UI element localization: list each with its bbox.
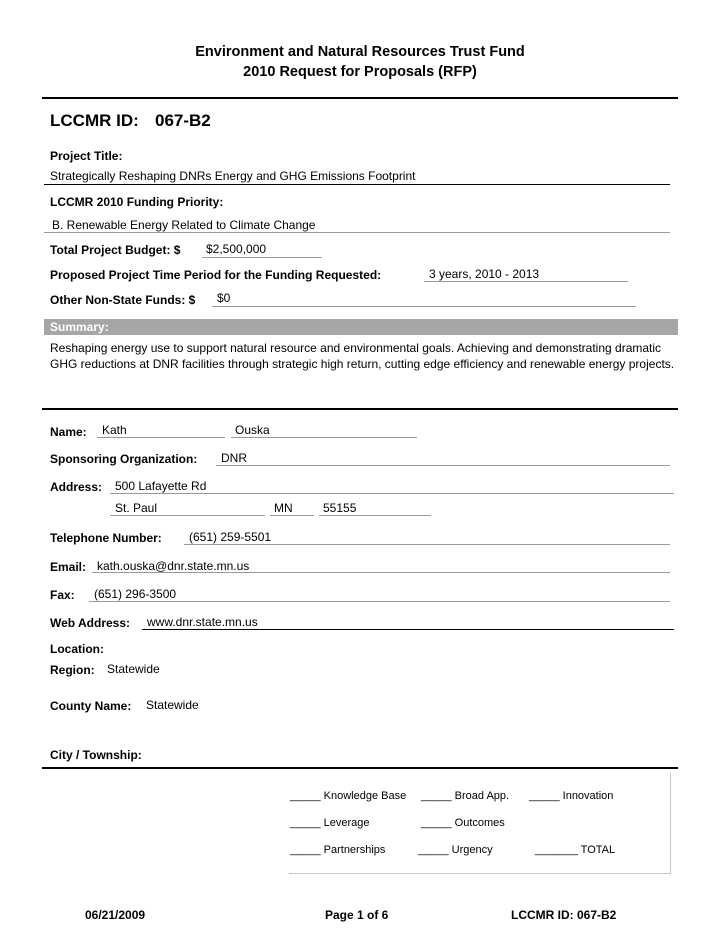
score-innovation: _____ Innovation [529, 790, 614, 802]
time-period-label: Proposed Project Time Period for the Funding Requested: [50, 268, 382, 282]
score-knowledge-base: _____ Knowledge Base [290, 790, 407, 802]
footer-page-number: Page 1 of 6 [325, 908, 389, 922]
last-name-value: Ouska [235, 423, 270, 437]
summary-divider [42, 408, 678, 410]
funding-priority-value: B. Renewable Energy Related to Climate Change [52, 218, 316, 232]
city-underline [110, 515, 265, 516]
first-name-value: Kath [102, 423, 127, 437]
web-address-underline [142, 629, 674, 630]
address-label: Address: [50, 480, 103, 494]
score-total: _______ TOTAL [535, 844, 616, 856]
region-value: Statewide [107, 662, 160, 676]
score-leverage: _____ Leverage [290, 817, 370, 829]
web-address-value: www.dnr.state.mn.us [147, 615, 258, 629]
lccmr-id-label: LCCMR ID: [50, 111, 139, 130]
telephone-underline [184, 544, 670, 545]
score-partnerships: _____ Partnerships [290, 844, 386, 856]
fax-underline [89, 601, 670, 602]
state-underline [270, 515, 314, 516]
telephone-value: (651) 259-5501 [189, 530, 272, 544]
location-label: Location: [50, 642, 104, 656]
non-state-funds-label: Other Non-State Funds: $ [50, 293, 196, 307]
summary-text: Reshaping energy use to support natural resource and environmental goals. Achieving and demonstrating dramatic GHG reductions at DNR facilities through strategic high return, cutting edge efficiency and renewable energy projects. [50, 341, 675, 371]
email-label: Email: [50, 560, 87, 574]
time-period-value: 3 years, 2010 - 2013 [429, 267, 540, 281]
email-underline [92, 572, 670, 573]
footer-lccmr-id: LCCMR ID: 067-B2 [511, 908, 617, 922]
fax-label: Fax: [50, 588, 75, 602]
funding-priority-underline [44, 232, 670, 233]
form-header-line2: 2010 Request for Proposals (RFP) [243, 64, 477, 80]
form-header-line1: Environment and Natural Resources Trust Fund [195, 44, 525, 60]
non-state-funds-underline [212, 306, 636, 307]
last-name-underline [231, 437, 417, 438]
web-address-label: Web Address: [50, 616, 131, 630]
zip-underline [319, 515, 431, 516]
non-state-funds-value: $0 [217, 291, 231, 305]
street-underline [110, 493, 674, 494]
project-title-underline [44, 184, 670, 185]
budget-underline [202, 257, 322, 258]
footer-date: 06/21/2009 [85, 908, 146, 922]
county-label: County Name: [50, 699, 132, 713]
project-title-label: Project Title: [50, 149, 123, 163]
telephone-label: Telephone Number: [50, 531, 162, 545]
time-period-underline [424, 281, 628, 282]
city-township-label: City / Township: [50, 748, 142, 762]
budget-label: Total Project Budget: $ [50, 243, 181, 257]
sponsoring-org-underline [216, 465, 670, 466]
street-value: 500 Lafayette Rd [115, 479, 207, 493]
summary-header: Summary: [44, 319, 678, 335]
score-broad-app: _____ Broad App. [421, 790, 510, 802]
score-outcomes: _____ Outcomes [421, 817, 505, 829]
header-divider [42, 97, 678, 99]
first-name-underline [97, 437, 225, 438]
funding-priority-label: LCCMR 2010 Funding Priority: [50, 195, 224, 209]
budget-value: $2,500,000 [206, 242, 267, 256]
lccmr-id-value: 067-B2 [155, 111, 211, 130]
zip-value: 55155 [323, 501, 357, 515]
email-value: kath.ouska@dnr.state.mn.us [97, 559, 250, 573]
sponsoring-org-value: DNR [221, 451, 247, 465]
location-divider [42, 767, 678, 769]
city-value: St. Paul [115, 501, 158, 515]
county-value: Statewide [146, 698, 199, 712]
state-value: MN [274, 501, 293, 515]
score-urgency: _____ Urgency [418, 844, 493, 856]
name-label: Name: [50, 425, 87, 439]
fax-value: (651) 296-3500 [94, 587, 177, 601]
sponsoring-org-label: Sponsoring Organization: [50, 452, 198, 466]
project-title-value: Strategically Reshaping DNRs Energy and GHG Emissions Footprint [50, 169, 416, 183]
region-label: Region: [50, 663, 95, 677]
